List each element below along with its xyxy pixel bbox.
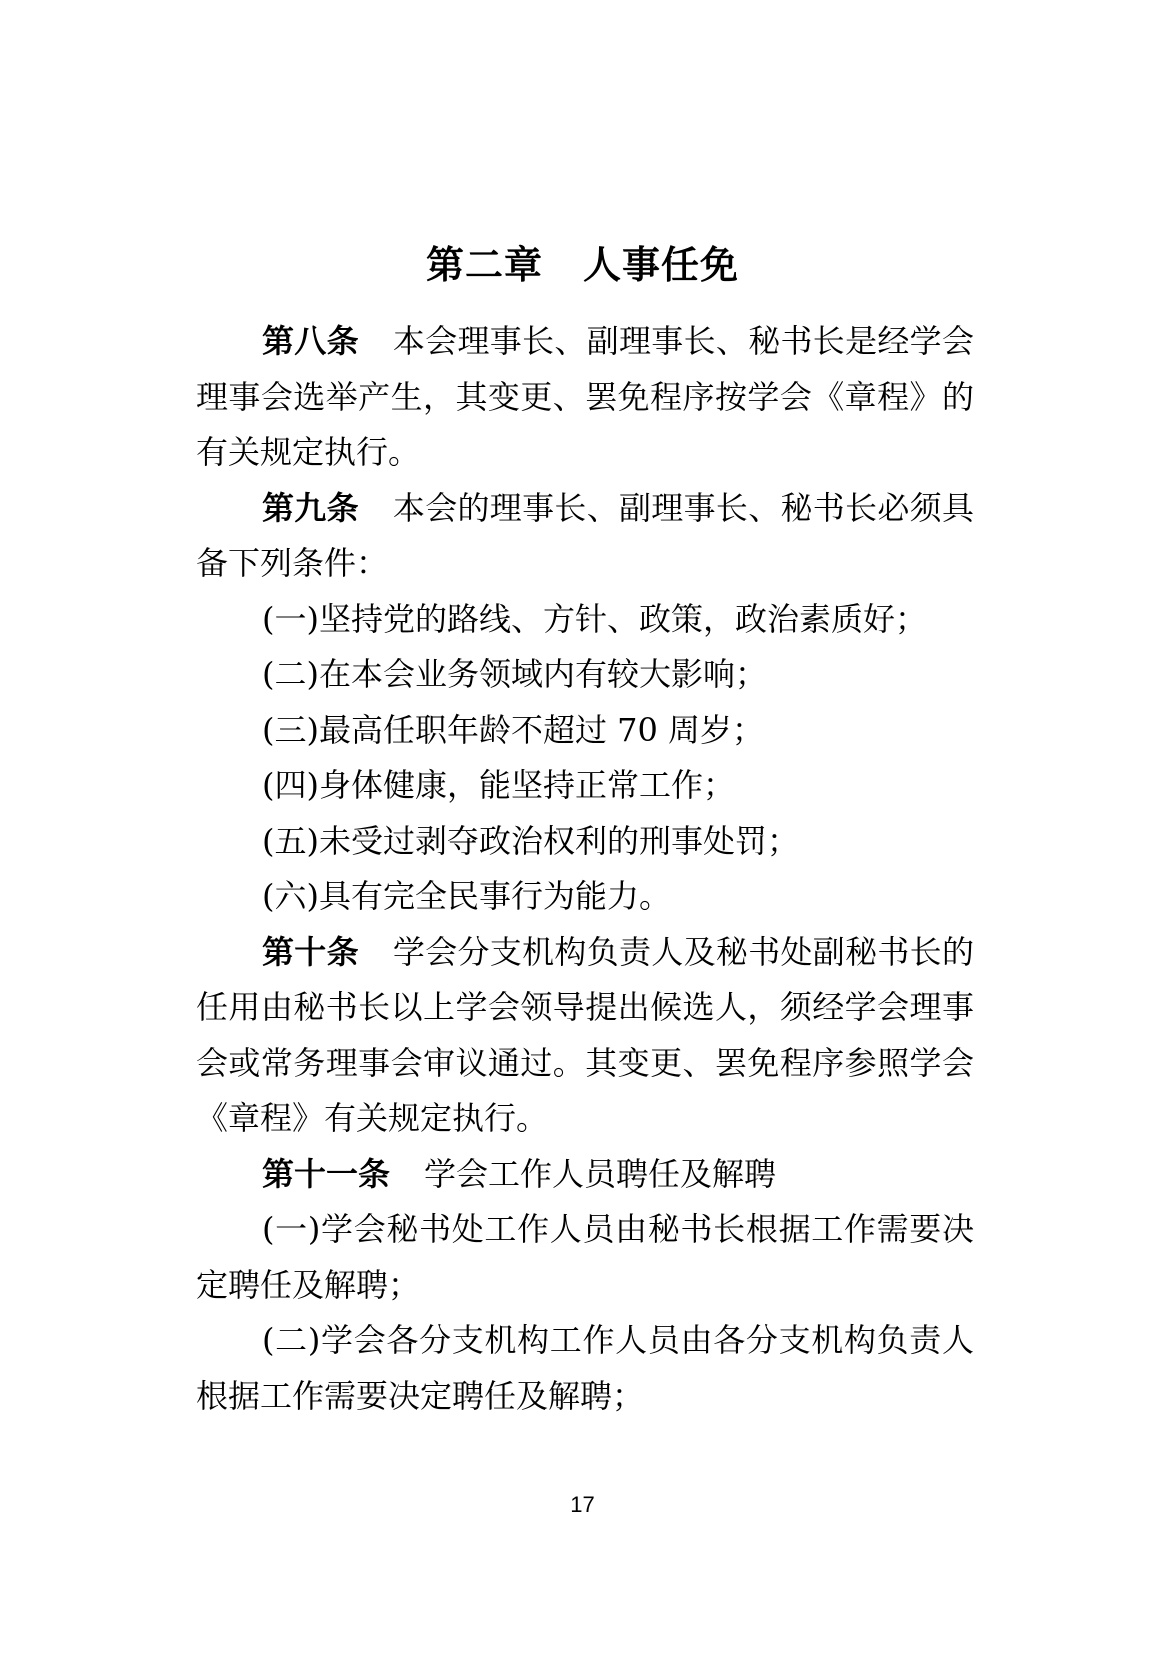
list-item: (五)未受过剥夺政治权利的刑事处罚；: [262, 821, 799, 860]
article-9: [196, 481, 974, 592]
article-8: [196, 314, 974, 481]
list-item: (三)最高任职年龄不超过 70 周岁；: [262, 710, 765, 749]
body-text: [196, 314, 974, 1424]
list-item: (二)学会各分支机构工作人员由各分支机构负责人根据工作需要决定聘任及解聘；: [196, 1321, 974, 1415]
chapter-name: 人事任免: [583, 242, 740, 287]
page-number: 17: [570, 1492, 595, 1517]
list-item: (四)身体健康，能坚持正常工作；: [262, 766, 735, 804]
article-text: 学会分支机构负责人及秘书处副秘书长的任用由秘书长以上学会领导提出候选人，须经学会理事会或常务理事会审议通过。其变更、罢免程序参照学会《章程》有关规定执行。: [196, 932, 974, 1137]
list-item: (一)学会秘书处工作人员由秘书长根据工作需要决定聘任及解聘；: [196, 1210, 974, 1304]
list-item: (二)在本会业务领域内有较大影响；: [262, 655, 767, 693]
article-text: 本会理事长、副理事长、秘书长是经学会理事会选举产生，其变更、罢免程序按学会《章程》的有关规定执行。: [196, 322, 974, 471]
chapter-number: 第二章: [425, 242, 543, 287]
article-label: 第九条: [262, 488, 359, 527]
article-text: 学会工作人员聘任及解聘: [424, 1154, 777, 1193]
list-item: (一)坚持党的路线、方针、政策，政治素质好；: [262, 599, 927, 638]
chapter-title: [0, 240, 1165, 290]
article-11: [196, 1147, 974, 1203]
article-label: 第八条: [262, 322, 359, 360]
article-label: 第十一条: [262, 1154, 391, 1193]
article-label: 第十条: [262, 932, 359, 971]
article-text: 本会的理事长、副理事长、秘书长必须具备下列条件：: [196, 488, 974, 582]
article-10: [196, 925, 974, 1147]
list-item: (六)具有完全民事行为能力。: [262, 877, 671, 915]
